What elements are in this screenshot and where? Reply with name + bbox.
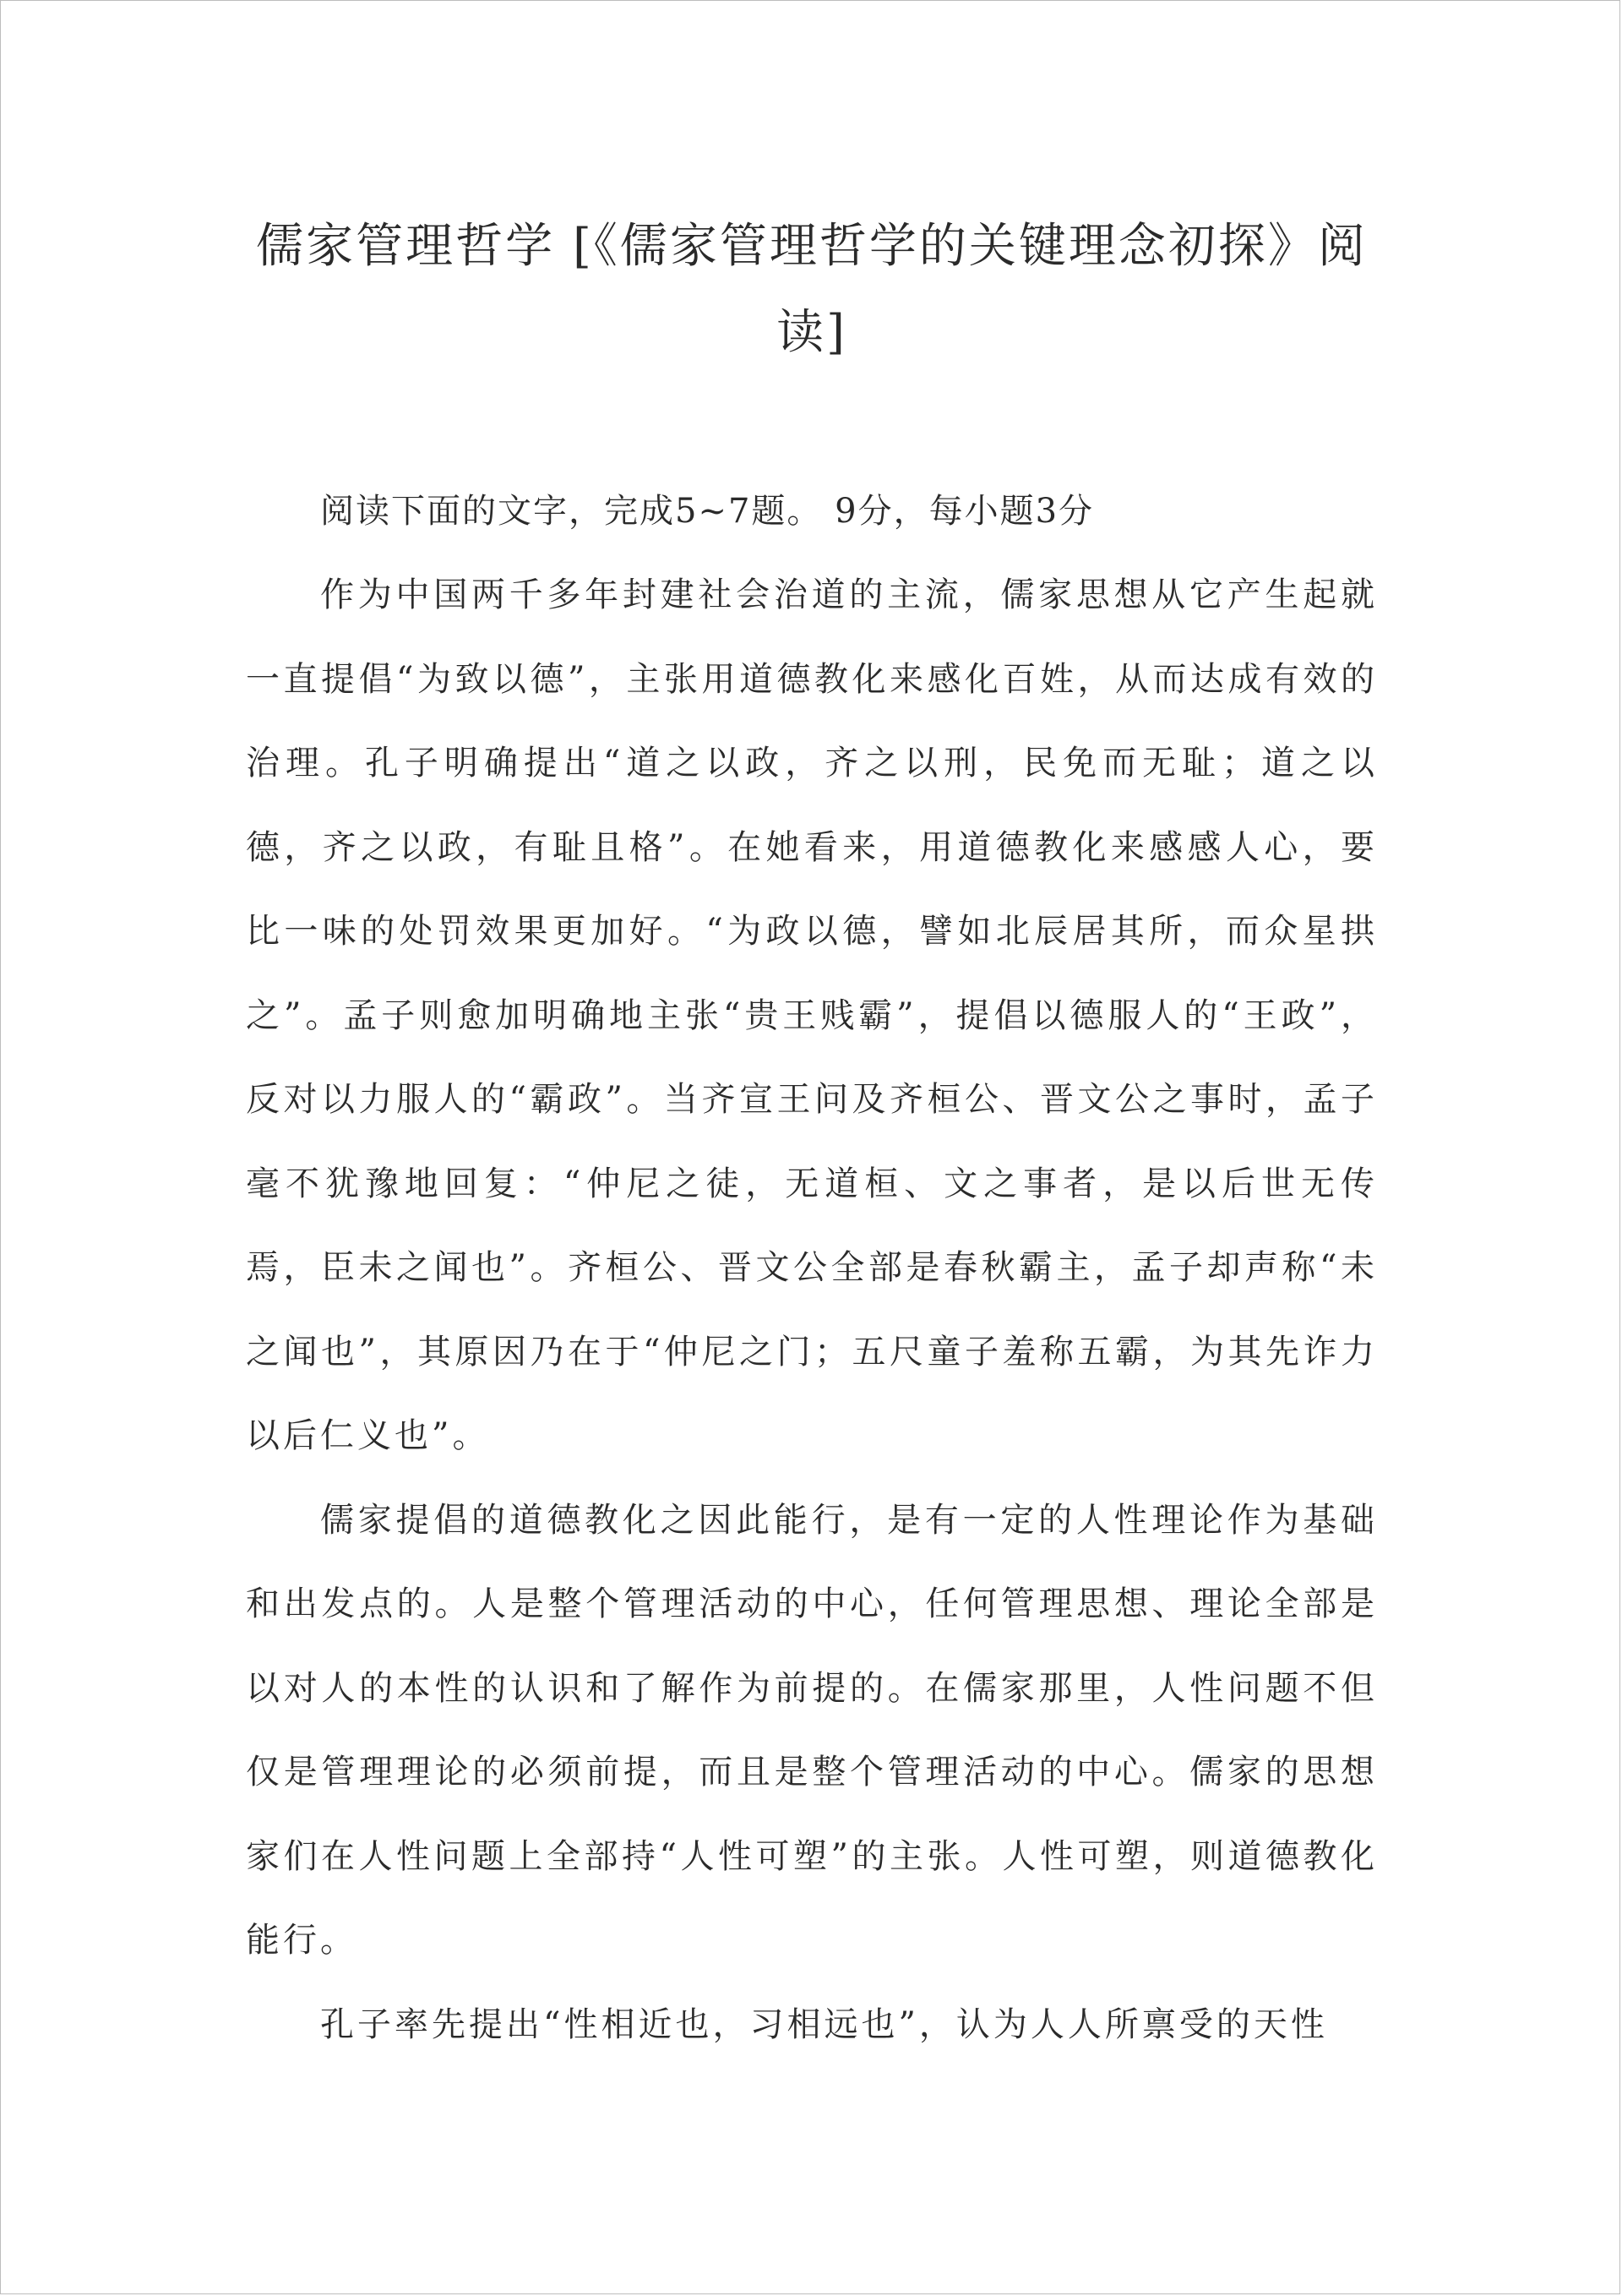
paragraph-2: 儒家提倡的道德教化之因此能行，是有一定的人性理论作为基础和出发点的。人是整个管理活动的中心，任何管理思想、理论全部是以对人的本性的认识和了解作为前提的。在儒家那里，人性问题不但仅是管理理论的必须前提，而且是整个管理活动的中心。儒家的思想家们在人性问题上全部持“人性可塑”的主张。人性可塑，则道德教化能行。 bbox=[246, 1500, 1378, 1960]
document-body bbox=[246, 204, 1378, 2067]
paragraph-3: 孔子率先提出“性相近也，习相远也”，认为人人所禀受的天性 bbox=[320, 2004, 1328, 2044]
document-title: 儒家管理哲学 [《儒家管理哲学的关键理念初探》阅读] bbox=[256, 219, 1368, 360]
paragraph-1: 作为中国两千多年封建社会治道的主流，儒家思想从它产生起就一直提倡“为致以德”，主张用道德教化来感化百姓，从而达成有效的治理。孔子明确提出“道之以政，齐之以刑，民免而无耻；道之以德，齐之以政，有耻且格”。在她看来，用道德教化来感感人心，要比一味的处罚效果更加好。“为政以德，譬如北辰居其所，而众星拱之”。孟子则愈加明确地主张“贵王贱霸”，提倡以德服人的“王政”，反对以力服人的“霸政”。当齐宣王问及齐桓公、晋文公之事时，孟子毫不犹豫地回复：“仲尼之徒，无道桓、文之事者，是以后世无传焉，臣未之闻也”。齐桓公、晋文公全部是春秋霸主，孟子却声称“未之闻也”，其原因乃在于“仲尼之门；五尺童子羞称五霸，为其先诈力以后仁义也”。 bbox=[246, 575, 1378, 1455]
reading-instructions: 阅读下面的文字，完成5~7题。 9分，每小题3分 bbox=[320, 492, 1095, 531]
